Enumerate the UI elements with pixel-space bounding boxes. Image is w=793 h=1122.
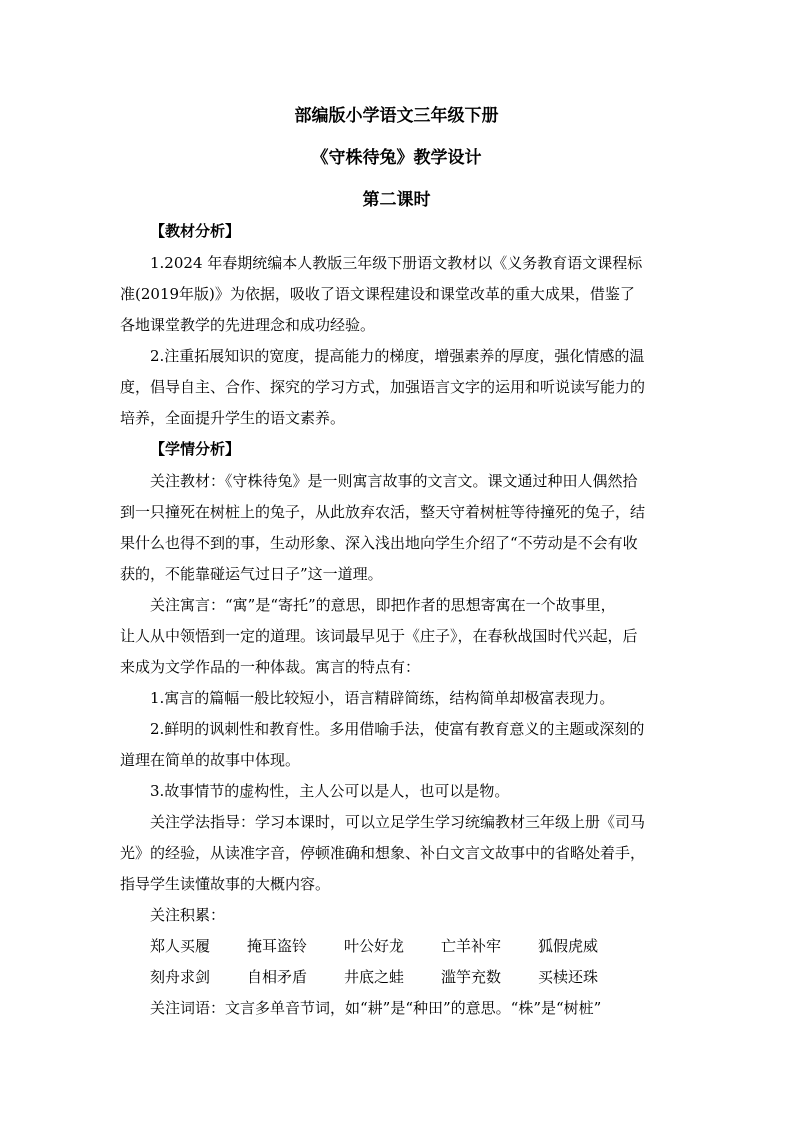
paragraph-line: 各地课堂教学的先进理念和成功经验。 xyxy=(120,316,376,334)
lesson-period: 第二课时 xyxy=(362,190,431,210)
paragraph-line: 关注词语：文言多单音节词，如“耕”是“种田”的意思。“株”是“树桩” xyxy=(150,999,602,1017)
paragraph-line: 2.注重拓展知识的宽度，提高能力的梯度，增强素养的厚度，强化情感的温 xyxy=(150,347,645,365)
idiom-item: 滥竽充数 xyxy=(441,968,502,986)
idiom-row xyxy=(150,935,635,957)
paragraph-line: 关注教材：《守株待兔》是一则寓言故事的文言文。课文通过种田人偶然拾 xyxy=(150,472,638,490)
section-heading-student-analysis: 【学情分析】 xyxy=(150,440,241,458)
idiom-item: 自相矛盾 xyxy=(247,968,308,986)
idiom-item: 刻舟求剑 xyxy=(150,968,211,986)
paragraph-line: 准(2019年版)》为依据，吸收了语文课程建设和课堂改革的重大成果，借鉴了 xyxy=(120,285,635,303)
idiom-row xyxy=(150,966,635,988)
paragraph-line: 1.2024 年春期统编本人教版三年级下册语文教材以《义务教育语文课程标 xyxy=(150,254,643,272)
section-heading-textbook-analysis: 【教材分析】 xyxy=(150,222,241,240)
idiom-item: 掩耳盗铃 xyxy=(247,937,308,955)
idiom-item: 井底之蛙 xyxy=(344,968,405,986)
paragraph-line: 关注寓言：“寓”是“寄托”的意思，即把作者的思想寄寓在一个故事里， xyxy=(150,596,616,614)
idiom-item: 叶公好龙 xyxy=(344,937,405,955)
paragraph-line: 指导学生读懂故事的大概内容。 xyxy=(120,875,331,893)
paragraph-line: 获的，不能靠碰运气过日子”这一道理。 xyxy=(120,565,383,583)
paragraph-line: 来成为文学作品的一种体裁。寓言的特点有： xyxy=(120,658,421,676)
paragraph-line: 关注学法指导：学习本课时，可以立足学生学习统编教材三年级上册《司马 xyxy=(150,813,646,831)
document-title: 部编版小学语文三年级下册 xyxy=(294,106,499,126)
paragraph-line: 道理在简单的故事中体现。 xyxy=(120,751,301,769)
paragraph-line: 让人从中领悟到一定的道理。该词最早见于《庄子》，在春秋战国时代兴起，后 xyxy=(120,627,638,645)
idiom-item: 亡羊补牢 xyxy=(441,937,502,955)
idiom-item: 买椟还珠 xyxy=(538,968,599,986)
paragraph-line: 光》的经验，从读准字音，停顿准确和想象、补白文言文故事中的省略处着手， xyxy=(120,844,646,862)
idiom-item: 郑人买履 xyxy=(150,937,211,955)
paragraph-line: 果什么也得不到的事，生动形象、深入浅出地向学生介绍了“不劳动是不会有收 xyxy=(120,534,638,552)
paragraph-line: 3.故事情节的虚构性，主人公可以是人，也可以是物。 xyxy=(150,782,510,800)
paragraph-line: 到一只撞死在树桩上的兔子，从此放弃农活，整天守着树桩等待撞死的兔子，结 xyxy=(120,503,646,521)
lesson-title: 《守株待兔》教学设计 xyxy=(311,148,482,168)
idiom-item: 狐假虎威 xyxy=(538,937,599,955)
paragraph-line: 度，倡导自主、合作、探究的学习方式，加强语言文字的运用和听说读写能力的 xyxy=(120,378,646,396)
paragraph-line: 1.寓言的篇幅一般比较短小，语言精辟简练，结构简单却极富表现力。 xyxy=(150,689,615,707)
paragraph-line: 培养，全面提升学生的语文素养。 xyxy=(120,409,346,427)
paragraph-line: 关注积累： xyxy=(150,906,226,924)
paragraph-line: 2.鲜明的讽刺性和教育性。多用借喻手法，使富有教育意义的主题或深刻的 xyxy=(150,720,645,738)
